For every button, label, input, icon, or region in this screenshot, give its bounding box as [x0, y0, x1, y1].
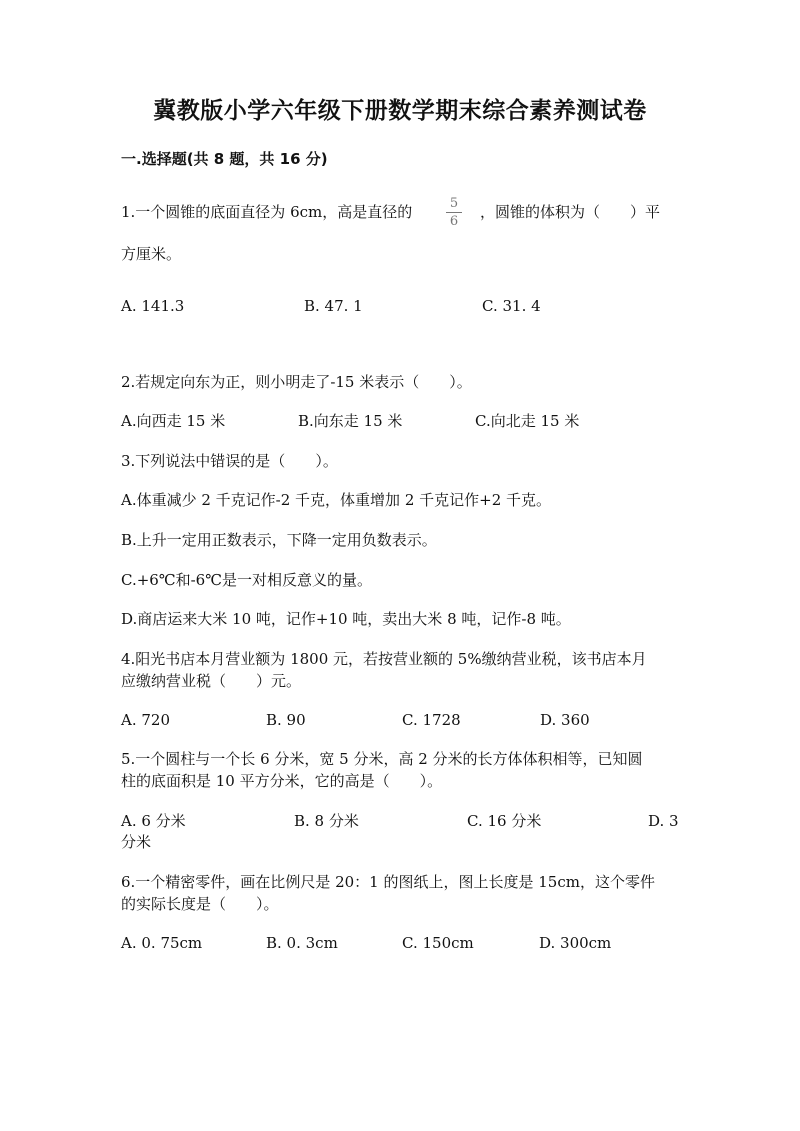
- q1-fraction-numerator: 5: [449, 196, 459, 211]
- q4-option-c: C. 1728: [402, 711, 461, 729]
- q3-option-d: D.商店运来大米 10 吨，记作+10 吨，卖出大米 8 吨，记作-8 吨。: [121, 610, 571, 628]
- q2-option-c: C.向北走 15 米: [475, 412, 580, 430]
- q5-text-line1: 5.一个圆柱与一个长 6 分米，宽 5 分米，高 2 分米的长方体体积相等，已知圆: [121, 750, 643, 768]
- q2-text: 2.若规定向东为正，则小明走了-15 米表示（ ）。: [121, 373, 472, 391]
- q1-fraction-denominator: 6: [449, 214, 459, 229]
- q1-fraction: [444, 196, 464, 229]
- q5-option-d: D. 3: [648, 812, 679, 830]
- q6-option-d: D. 300cm: [539, 934, 612, 952]
- q6-option-b: B. 0. 3cm: [266, 934, 338, 952]
- section-heading: 一.选择题(共 8 题，共 16 分): [121, 150, 328, 168]
- q4-text-line1: 4.阳光书店本月营业额为 1800 元，若按营业额的 5%缴纳营业税，该书店本月: [121, 650, 647, 668]
- q4-option-d: D. 360: [540, 711, 590, 729]
- q1-text-line2: 方厘米。: [121, 245, 182, 263]
- q6-option-c: C. 150cm: [402, 934, 474, 952]
- q3-text: 3.下列说法中错误的是（ ）。: [121, 452, 338, 470]
- q1-option-b: B. 47. 1: [304, 297, 363, 315]
- q1-text: 1.一个圆锥的底面直径为 6cm，高是直径的: [121, 203, 413, 221]
- page-title: 冀教版小学六年级下册数学期末综合素养测试卷: [153, 98, 647, 124]
- q3-option-c: C.+6℃和-6℃是一对相反意义的量。: [121, 571, 372, 589]
- q5-option-b: B. 8 分米: [294, 812, 359, 830]
- q3-option-a: A.体重减少 2 千克记作-2 千克，体重增加 2 千克记作+2 千克。: [121, 491, 552, 509]
- fraction-bar: [446, 212, 462, 213]
- q1-option-a: A. 141.3: [121, 297, 185, 315]
- q6-option-a: A. 0. 75cm: [121, 934, 203, 952]
- q6-text-line1: 6.一个精密零件，画在比例尺是 20：1 的图纸上，图上长度是 15cm，这个零件: [121, 873, 655, 891]
- q2-option-b: B.向东走 15 米: [298, 412, 403, 430]
- q2-option-a: A.向西走 15 米: [121, 412, 226, 430]
- q3-option-b: B.上升一定用正数表示，下降一定用负数表示。: [121, 531, 437, 549]
- q5-text-line2: 柱的底面积是 10 平方分米，它的高是（ ）。: [121, 772, 443, 790]
- q4-option-a: A. 720: [121, 711, 170, 729]
- q4-option-b: B. 90: [266, 711, 306, 729]
- q1-text-after-fraction: ，圆锥的体积为（ ）平: [480, 203, 661, 221]
- q5-option-d-wrap: 分米: [121, 833, 152, 851]
- q5-option-c: C. 16 分米: [467, 812, 542, 830]
- q5-option-a: A. 6 分米: [121, 812, 186, 830]
- q1-option-c: C. 31. 4: [482, 297, 541, 315]
- q6-text-line2: 的实际长度是（ ）。: [121, 895, 279, 913]
- q4-text-line2: 应缴纳营业税（ ）元。: [121, 672, 302, 690]
